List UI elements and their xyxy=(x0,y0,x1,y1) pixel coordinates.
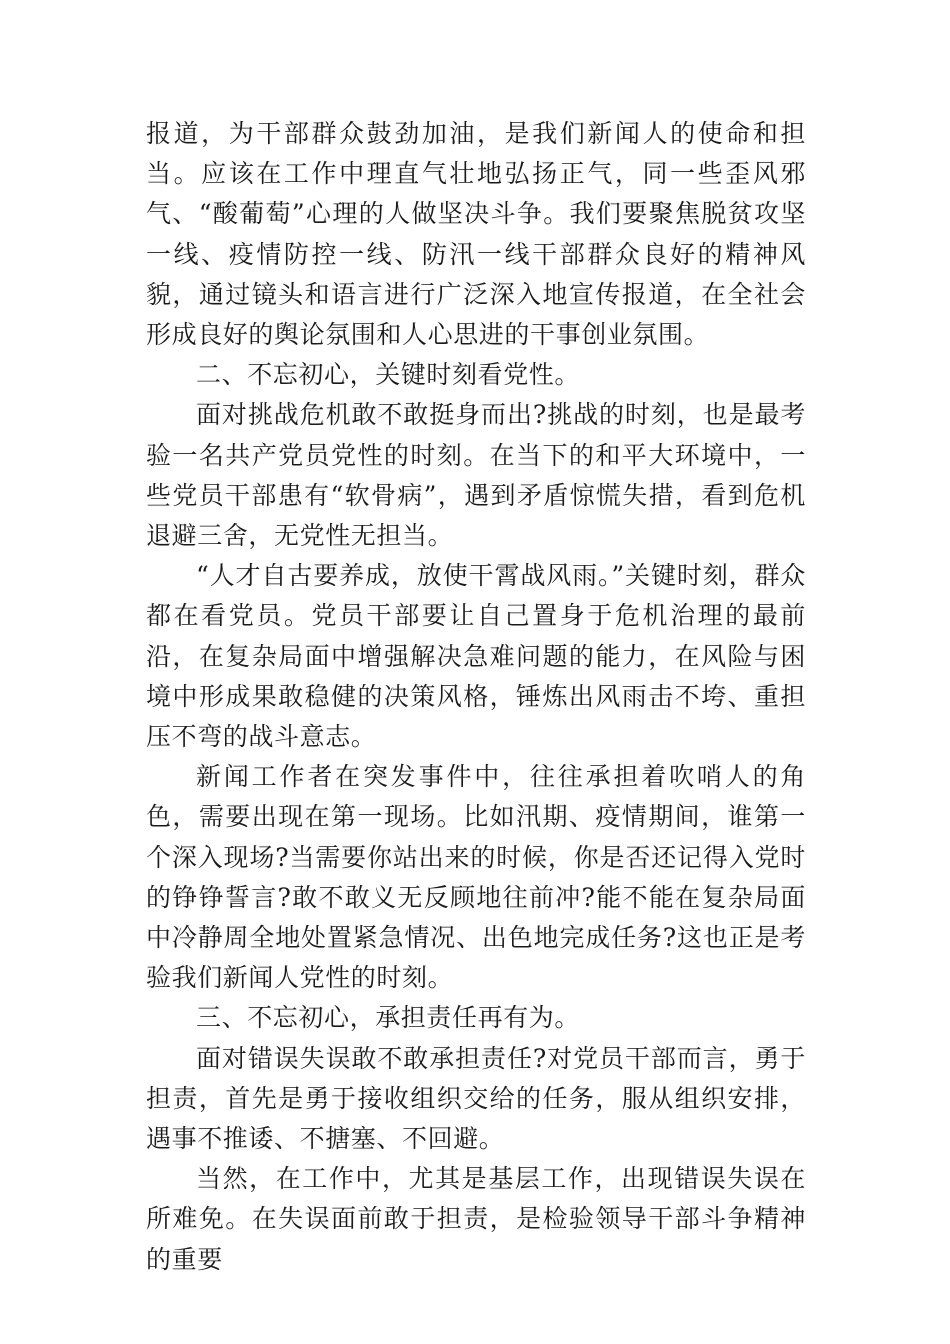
document-body xyxy=(146,114,806,1280)
paragraph: 新闻工作者在突发事件中，往往承担着吹哨人的角色，需要出现在第一现场。比如汛期、疫情期间，谁第一个深入现场?当需要你站出来的时候，你是否还记得入党时的铮铮誓言?敢不敢义无反顾地往前冲?能不能在复杂局面中冷静周全地处置紧急情况、出色地完成任务?这也正是考验我们新闻人党性的时刻。 xyxy=(146,762,806,993)
paragraph: 面对错误失误敢不敢承担责任?对党员干部而言，勇于担责，首先是勇于接收组织交给的任务，服从组织安排，遇事不推诿、不搪塞、不回避。 xyxy=(146,1043,806,1154)
section-heading-3: 三、不忘初心，承担责任再有为。 xyxy=(196,1003,581,1033)
paragraph-continued: 报道，为干部群众鼓劲加油，是我们新闻人的使命和担当。应该在工作中理直气壮地弘扬正气，同一些歪风邪气、“酸葡萄”心理的人做坚决斗争。我们要聚焦脱贫攻坚一线、疫情防控一线、防汛一线干部群众良好的精神风貌，通过镜头和语言进行广泛深入地宣传报道，在全社会形成良好的舆论氛围和人心思进的干事创业氛围。 xyxy=(146,119,806,350)
section-heading-2: 二、不忘初心，关键时刻看党性。 xyxy=(196,360,581,390)
paragraph: 当然，在工作中，尤其是基层工作，出现错误失误在所难免。在失误面前敢于担责，是检验领导干部斗争精神的重要 xyxy=(146,1164,806,1274)
paragraph: “人才自古要养成，放使干霄战风雨。”关键时刻，群众都在看党员。党员干部要让自己置身于危机治理的最前沿，在复杂局面中增强解决急难问题的能力，在风险与困境中形成果敢稳健的决策风格，锤炼出风雨击不垮、重担压不弯的战斗意志。 xyxy=(146,561,806,752)
paragraph: 面对挑战危机敢不敢挺身而出?挑战的时刻，也是最考验一名共产党员党性的时刻。在当下的和平大环境中，一些党员干部患有“软骨病”，遇到矛盾惊慌失措，看到危机退避三舍，无党性无担当。 xyxy=(146,400,806,551)
